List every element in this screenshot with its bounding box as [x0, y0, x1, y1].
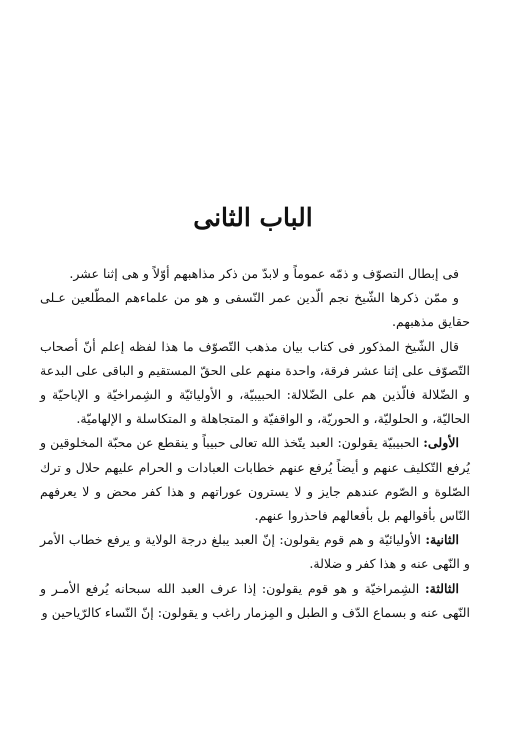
paragraph-second-sect — [40, 528, 470, 576]
body-text — [40, 262, 470, 625]
paragraph-text: الحبيبيّة يقولون: العبد يتّخذ الله تعالى حبيباً و ينقطع عن محبّة المخلوقين و يُرفع التّكليف عنهم و أيضاً يُرفع عنهم خطابات العبادات و الحرام عليهم حلال و ترك الصّلوة و الصّوم عندهم جايز و لا يسترون عوراتهم و هذا كفر محض و لا يعرفهم النّاس بأقوالهم بل بأفعالهم فاحذروا عنهم. — [40, 435, 470, 524]
paragraph-intro — [40, 262, 470, 286]
paragraph-text: و ممّن ذكرها الشّيخ نجم الّدين عمر النّسفى و هو من علماءهم المطّلعين عـلى حقايق مذهبهم. — [40, 290, 470, 330]
paragraph-text: فى إبطال التصوّف و ذمّه عموماً و لابدّ من ذكر مذاهبهم أوّلاً و هى إثنا عشر. — [69, 266, 459, 281]
paragraph-source — [40, 286, 470, 334]
paragraph-term: الثالثة: — [424, 580, 459, 596]
paragraph-text: الشِمراخيّة و هو قوم يقولون: إذا عرف العبد الله سبحانه يُرفع الأمـر و النّهى عنه و بسماع الدّف و الطبل و المِزمار راغب و يقولون: إنّ النّساء كالرّياحين و — [40, 580, 470, 620]
paragraph-first-sect — [40, 431, 470, 528]
paragraph-term: الثانية: — [425, 532, 459, 548]
paragraph-term: الأولى: — [423, 435, 459, 451]
paragraph-quote — [40, 335, 470, 432]
chapter-title: الباب الثانى — [193, 203, 313, 232]
paragraph-text: قال الشّيخ المذكور فى كتاب بيان مذهب التّصوّف ما هذا لفظه إعلم أنّ أصحاب التّصوّف على إثنا عشر فرقة، واحدة منهم على الحقّ المستقيم و الباقى على البدعة و الضّلالة فالّذين هم على الضّلالة: الحبيبيّة، و الأوليائيّة و الشِمراخيّة و الإباحيّة و الحاليّة، و الحلوليّة، و الحوريّة، و الواقفيّة و المتجاهلة و المتكاسلة و الإلهاميّة. — [40, 338, 470, 427]
paragraph-text: الأوليائيّة و هم قوم يقولون: إنّ العبد يبلغ درجة الولاية و يرفع خطاب الأمر و النّهى عنه و هذا كفر و ضلالة. — [40, 532, 470, 572]
paragraph-third-sect — [40, 577, 470, 625]
